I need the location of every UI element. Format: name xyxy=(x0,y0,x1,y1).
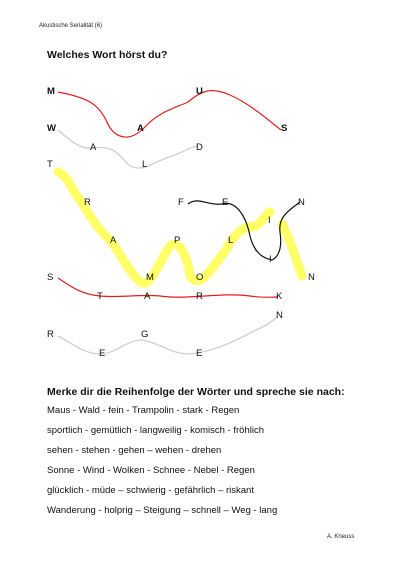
memory-heading: Merke dir die Reihenfolge der Wörter und spreche sie nach: xyxy=(47,386,345,398)
letter-s: S xyxy=(47,272,54,283)
letter-s-bold: S xyxy=(281,123,288,134)
letter-i-fein: I xyxy=(269,254,272,265)
letter-e-regen-1: E xyxy=(99,348,106,359)
page-title: Welches Wort hörst du? xyxy=(47,49,168,61)
word-line-4: Sonne - Wind - Wolken - Schnee - Nebel - Regen xyxy=(47,465,255,476)
letter-a-wald: A xyxy=(90,142,97,153)
letter-d: D xyxy=(196,142,203,153)
worksheet-header: Akustische Serialität (6) xyxy=(39,23,103,29)
letter-g: G xyxy=(141,329,149,340)
letter-l: L xyxy=(142,159,148,170)
letter-a-trampolin: A xyxy=(110,235,117,246)
red-path-maus xyxy=(58,91,281,137)
letter-t: T xyxy=(47,159,53,170)
red-path-stark xyxy=(58,278,278,297)
highlight-path-end xyxy=(282,224,302,276)
word-line-1: Maus - Wald - fein - Trampolin - stark - Regen xyxy=(47,405,240,416)
letter-m: M xyxy=(47,86,55,97)
letter-i: I xyxy=(268,215,271,226)
gray-path-wald xyxy=(58,130,198,168)
letter-m-trampolin: M xyxy=(146,272,154,283)
letter-n-trampolin: N xyxy=(308,272,315,283)
letter-a-stark: A xyxy=(144,291,151,302)
word-line-2: sportlich - gemütlich - langweilig - komisch - fröhlich xyxy=(47,425,264,436)
letter-e: E xyxy=(222,197,229,208)
word-line-6: Wanderung - holprig – Steigung – schnell – Weg - lang xyxy=(47,505,278,516)
letter-n-regen: N xyxy=(276,310,283,321)
word-line-5: glücklich - müde – schwierig - gefährlich – riskant xyxy=(47,485,254,496)
letter-t-stark: T xyxy=(97,291,103,302)
letter-r-regen: R xyxy=(47,329,54,340)
letter-u: U xyxy=(196,86,203,97)
letter-a-bold: A xyxy=(137,123,144,134)
letter-e-regen-2: E xyxy=(196,348,203,359)
letter-n: N xyxy=(298,197,305,208)
letter-p: P xyxy=(174,235,181,246)
author-footer: A. Kneuss xyxy=(327,534,355,540)
letter-o: O xyxy=(196,272,204,283)
highlight-path-trampolin xyxy=(58,172,270,283)
letter-r: R xyxy=(84,197,91,208)
letter-f: F xyxy=(178,197,184,208)
letter-l-trampolin: L xyxy=(228,235,234,246)
letter-w: W xyxy=(47,123,56,134)
word-line-3: sehen - stehen - gehen – wehen - drehen xyxy=(47,445,222,456)
letter-r-stark: R xyxy=(196,291,203,302)
gray-path-regen xyxy=(58,316,278,354)
letter-k: K xyxy=(276,291,283,302)
